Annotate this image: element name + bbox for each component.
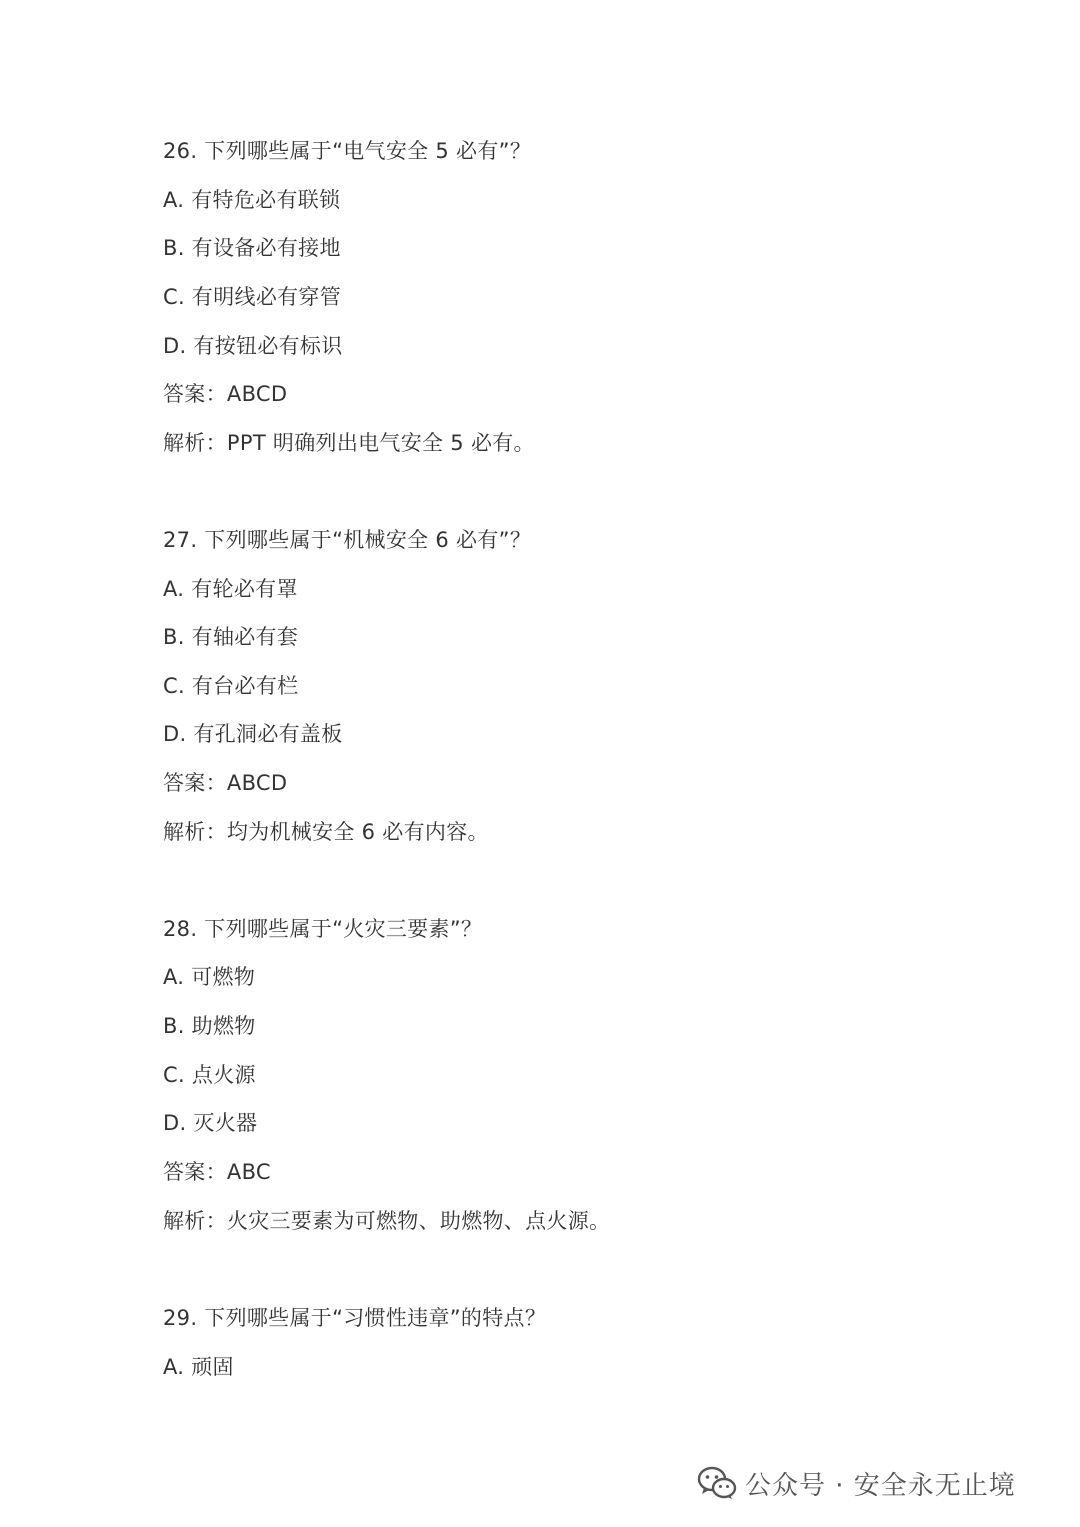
question-27-option-d: D. 有孔洞必有盖板 [163, 722, 343, 746]
question-28-analysis: 解析：火灾三要素为可燃物、助燃物、点火源。 [163, 1209, 611, 1233]
question-27-title: 27. 下列哪些属于“机械安全 6 必有”？ [163, 528, 532, 552]
question-28-answer: 答案：ABC [163, 1160, 271, 1184]
question-28-title: 28. 下列哪些属于“火灾三要素”？ [163, 917, 483, 941]
question-29-option-a: A. 顽固 [163, 1355, 234, 1379]
question-28-option-c: C. 点火源 [163, 1063, 256, 1087]
question-27-option-a: A. 有轮必有罩 [163, 577, 298, 601]
wechat-icon [697, 1466, 737, 1500]
question-27-option-b: B. 有轴必有套 [163, 625, 299, 649]
question-27-answer: 答案：ABCD [163, 771, 288, 795]
question-26-option-d: D. 有按钮必有标识 [163, 334, 343, 358]
question-28-option-b: B. 助燃物 [163, 1014, 256, 1038]
watermark-text: 公众号 · 安全永无止境 [745, 1470, 1016, 1501]
question-29-title: 29. 下列哪些属于“习惯性违章”的特点？ [163, 1306, 547, 1330]
question-26-option-b: B. 有设备必有接地 [163, 236, 341, 260]
question-26-analysis: 解析：PPT 明确列出电气安全 5 必有。 [163, 431, 535, 455]
question-28-option-a: A. 可燃物 [163, 965, 256, 989]
question-28-option-d: D. 灭火器 [163, 1111, 258, 1135]
question-27-option-c: C. 有台必有栏 [163, 674, 299, 698]
question-26-option-c: C. 有明线必有穿管 [163, 285, 342, 309]
question-27-analysis: 解析：均为机械安全 6 必有内容。 [163, 820, 489, 844]
question-26-answer: 答案：ABCD [163, 382, 288, 406]
watermark [697, 1463, 1016, 1503]
question-26-option-a: A. 有特危必有联锁 [163, 188, 341, 212]
question-26-title: 26. 下列哪些属于“电气安全 5 必有”？ [163, 139, 532, 163]
